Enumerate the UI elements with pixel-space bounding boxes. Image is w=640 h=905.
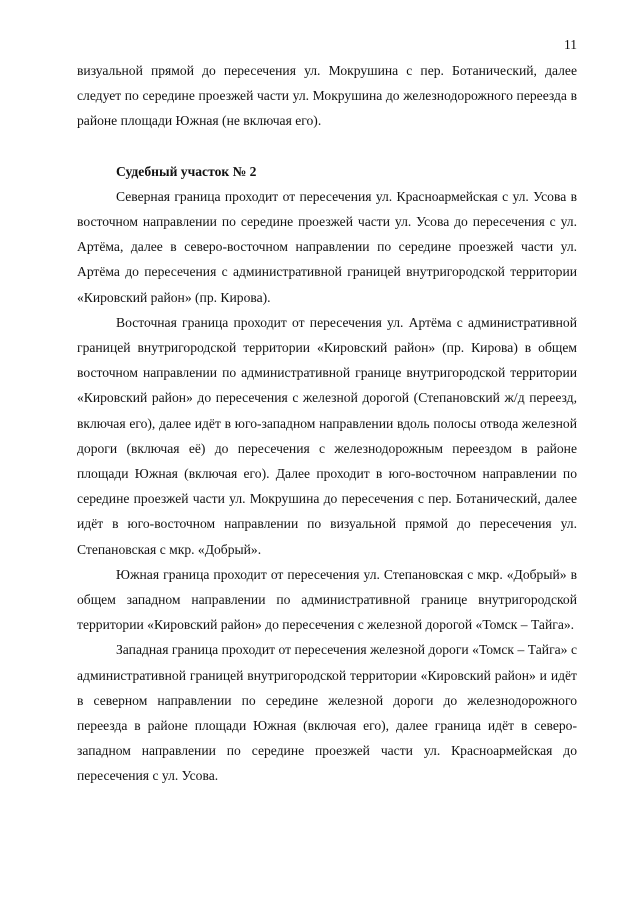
page-number: 11 — [564, 37, 577, 52]
continuation-paragraph: визуальной прямой до пересечения ул. Мокрушина с пер. Ботанический, далее следует по середине проезжей части ул. Мокрушина до железнодорожного переезда в районе площади Южная (не включая его). — [77, 63, 577, 129]
paragraph-south-boundary: Южная граница проходит от пересечения ул. Степановская с мкр. «Добрый» в общем западном направлении по административной границе внутригородской территории «Кировский район» до пересечения с железной дорогой «Томск – Тайга». — [77, 566, 577, 633]
paragraph-north-boundary: Северная граница проходит от пересечения ул. Красноармейская с ул. Усова в восточном направлении по середине проезжей части ул. Усова до пересечения с ул. Артёма, далее в северо-восточном направлении по середине проезжей части ул. Артёма до пересечения с административной границей внутригородской территории «Кировский район» (пр. Кирова). — [77, 188, 577, 305]
paragraph-east-boundary: Восточная граница проходит от пересечения ул. Артёма с административной границей внутригородской территории «Кировский район» (пр. Кирова) в общем восточном направлении по административной границе внутригородской территории «Кировский район» до пересечения с железной дорогой (Степановский ж/д переезд, включая его), далее идёт в юго-западном направлении вдоль полосы отвода железной дороги (включая её) до пересечения с железнодорожным переездом в районе площади Южная (включая его). Далее проходит в юго-восточном направлении по середине проезжей части ул. Мокрушина до пересечения с пер. Ботанический, далее идёт в юго-восточном направлении по визуальной прямой до пересечения ул. Степановская с мкр. «Добрый». — [77, 314, 577, 557]
section-title: Судебный участок № 2 — [116, 163, 257, 179]
paragraph-west-boundary: Западная граница проходит от пересечения железной дороги «Томск – Тайга» с административной границей внутригородской территории «Кировский район» и идёт в северном направлении по середине железной дороги до железнодорожного переезда в районе площади Южная (включая его), далее граница идёт в северо-западном направлении по середине проезжей части ул. Красноармейская до пересечения с ул. Усова. — [77, 642, 577, 784]
document-body — [77, 58, 577, 789]
